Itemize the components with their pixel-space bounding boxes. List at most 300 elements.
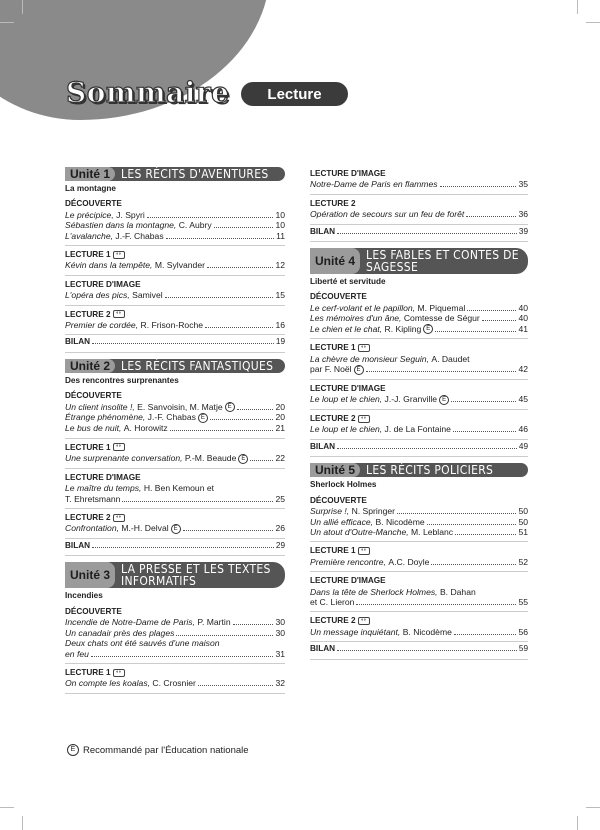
leader-dots [431, 564, 516, 565]
section-label-text: LECTURE 2 [65, 512, 111, 522]
toc-entry[interactable] [65, 320, 285, 330]
entry-author: et C. Lieron [310, 596, 355, 607]
divider [65, 334, 285, 335]
leader-dots [205, 327, 273, 328]
toc-entry[interactable] [310, 324, 528, 335]
leader-dots [210, 419, 274, 420]
toc-entry[interactable] [65, 231, 285, 241]
entry-title: Un message inquiétant, [310, 626, 401, 637]
toc-entry[interactable] [310, 506, 528, 516]
toc-entry[interactable] [310, 179, 528, 189]
entry-page: 25 [275, 493, 285, 504]
unit-title: LES RÉCITS D'AVENTURES [121, 167, 269, 181]
entry-label [65, 649, 89, 659]
leader-dots [337, 650, 517, 651]
section-label-text: DÉCOUVERTE [65, 199, 122, 209]
section-label-text: LECTURE 2 [65, 309, 111, 319]
toc-entry[interactable] [65, 260, 285, 270]
entry-title: Le loup et le chien, [310, 394, 383, 405]
entry-author: M. Piquemal [417, 302, 466, 313]
entry-label [310, 179, 438, 189]
entry-label [65, 260, 205, 270]
section-label [65, 668, 285, 678]
leader-dots [166, 238, 274, 239]
section-label [65, 391, 285, 401]
entry-title: Le précipice, [65, 209, 114, 220]
toc-entry[interactable] [65, 412, 285, 423]
e-recommended-icon: É [225, 402, 235, 412]
leader-dots [92, 343, 274, 344]
entry-author: B. Dahan [439, 586, 476, 597]
entry-page: 10 [275, 220, 285, 231]
entry-page: 32 [275, 678, 285, 689]
leader-dots [237, 409, 274, 410]
toc-entry[interactable] [310, 209, 528, 219]
e-recommended-icon: É [171, 524, 181, 534]
unit-header [310, 248, 528, 274]
leader-dots [183, 530, 274, 531]
divider [65, 305, 285, 306]
entry-page: 40 [518, 313, 528, 324]
section-label-text: DÉCOUVERTE [65, 606, 122, 616]
entry-title: Les mémoires d'un âne, [310, 313, 402, 324]
entry-label [310, 597, 354, 607]
entry-page: 35 [518, 179, 528, 190]
entry-title: Le loup et le chien, [310, 424, 383, 435]
section-label [65, 607, 285, 617]
entry-label [65, 638, 220, 648]
entry-title: Un canadair près des plages [65, 627, 175, 638]
entry-label [310, 209, 464, 219]
bilan-page: 49 [518, 441, 528, 451]
unit-tag: Unité 3 [65, 562, 115, 588]
toc-entry[interactable] [65, 494, 285, 504]
section-label [310, 496, 528, 506]
crop-mark [577, 816, 578, 830]
headphones-icon: ◖◗ [113, 443, 125, 451]
headphones-icon: ◖◗ [358, 344, 370, 352]
entry-author: H. Ben Kemoun et [143, 483, 215, 494]
entry-label [310, 364, 364, 375]
toc-entry[interactable] [310, 364, 528, 375]
leader-dots [337, 233, 517, 234]
section-label [310, 343, 528, 353]
toc-entry[interactable] [310, 303, 528, 313]
section-label-text: LECTURE 1 [310, 546, 356, 556]
section-label-text: LECTURE 1 [310, 343, 356, 353]
entry-label [65, 453, 248, 464]
unit-title: LES RÉCITS FANTASTIQUES [121, 358, 274, 373]
entry-author: J.-F. Chabas [115, 230, 164, 241]
entry-title: Opération de secours sur un feu de forêt [310, 209, 465, 220]
leader-dots [356, 604, 516, 605]
entry-author: A. Daudet [431, 353, 470, 364]
unit-tag: Unité 4 [310, 248, 360, 274]
unit-tag: Unité 2 [65, 359, 115, 373]
leader-dots [435, 331, 516, 332]
entry-page: 22 [275, 452, 285, 463]
entry-title: Le cerf-volant et le papillon, [310, 302, 416, 313]
entry-label [310, 303, 465, 313]
entry-title: en feu [65, 648, 89, 659]
crop-mark [22, 816, 23, 830]
entry-title: Un atout d'Outre-Manche, [310, 526, 409, 537]
toc-entry[interactable] [65, 628, 285, 638]
entry-label [65, 678, 196, 688]
unit-header [65, 167, 285, 181]
toc-entry[interactable] [310, 517, 528, 527]
entry-title: Le chien et le chat, [310, 323, 383, 334]
toc-entry[interactable] [310, 354, 528, 364]
entry-label [65, 483, 214, 493]
bilan-entry[interactable] [310, 644, 528, 654]
entry-title: Le maître du temps, [65, 483, 142, 494]
entry-page: 40 [518, 302, 528, 313]
bilan-entry[interactable] [310, 227, 528, 237]
entry-title: Kévin dans la tempête, [65, 260, 153, 271]
unit-theme: Liberté et servitude [310, 277, 386, 287]
entry-label [310, 517, 425, 527]
entry-page: 50 [518, 506, 528, 517]
entry-title: L'opéra des pics, [65, 290, 130, 301]
entry-title: La chèvre de monsieur Seguin, [310, 353, 429, 364]
divider [65, 538, 285, 539]
entry-page: 55 [518, 596, 528, 607]
headphones-icon: ◖◗ [358, 415, 370, 423]
entry-title: Première rencontre, [310, 556, 386, 567]
crop-mark [22, 0, 23, 14]
e-recommended-icon: É [67, 744, 79, 756]
bilan-page: 59 [518, 644, 528, 654]
section-pill: Lecture [241, 82, 348, 106]
leader-dots [482, 320, 517, 321]
toc-entry[interactable] [65, 483, 285, 493]
section-label [310, 576, 528, 586]
bilan-page: 19 [275, 337, 285, 347]
leader-dots [214, 227, 274, 228]
leader-dots [233, 624, 274, 625]
entry-author: M.-H. Delval [121, 523, 169, 534]
entry-page: 15 [275, 290, 285, 301]
footer-text: Recommandé par l'Éducation nationale [83, 744, 249, 756]
bilan-entry[interactable] [65, 541, 285, 551]
toc-entry[interactable] [310, 557, 528, 567]
leader-dots [455, 534, 516, 535]
entry-label [310, 587, 476, 597]
entry-author: R. Kipling [384, 323, 422, 334]
entry-author: M. Leblanc [411, 526, 454, 537]
entry-title: Sébastien dans la montagne, [65, 220, 177, 231]
toc-entry[interactable] [65, 523, 285, 534]
divider [65, 438, 285, 439]
unit-title: LES RÉCITS POLICIERS [366, 463, 494, 478]
entry-title: Notre-Dame de Paris en flammes [310, 179, 438, 190]
entry-title: Une surprenante conversation, [65, 452, 183, 463]
bilan-entry[interactable] [310, 442, 528, 452]
entry-title: Premier de cordée, [65, 320, 139, 331]
section-label [65, 280, 285, 290]
entry-title: Confrontation, [65, 523, 119, 534]
entry-label [65, 423, 168, 433]
leader-dots [147, 217, 274, 218]
entry-label [65, 231, 164, 241]
section-label-text: LECTURE D'IMAGE [310, 383, 386, 393]
section-label-text: LECTURE D'IMAGE [310, 169, 386, 178]
footer-note [65, 744, 249, 756]
section-label-text: DÉCOUVERTE [310, 495, 367, 505]
entry-label [65, 523, 181, 534]
entry-label [65, 220, 212, 230]
entry-page: 30 [275, 627, 285, 638]
leader-dots [198, 685, 274, 686]
entry-author: Samivel [132, 290, 163, 301]
entry-label [310, 557, 429, 567]
section-label [65, 250, 285, 260]
entry-label [65, 494, 120, 504]
unit-theme: Des rencontres surprenantes [65, 375, 179, 385]
section-label [310, 199, 528, 209]
unit-tag: Unité 1 [65, 167, 115, 181]
toc-entry[interactable] [65, 423, 285, 433]
entry-page: 52 [518, 556, 528, 567]
entry-page: 20 [275, 401, 285, 412]
entry-page: 56 [518, 626, 528, 637]
bilan-label: BILAN [65, 541, 91, 551]
section-label-text: LECTURE 2 [310, 616, 356, 626]
entry-title: Surprise !, [310, 506, 350, 517]
entry-author: T. Ehretsmann [65, 493, 121, 504]
divider [310, 194, 528, 195]
toc-entry[interactable] [310, 313, 528, 323]
entry-page: 11 [276, 230, 285, 241]
section-label [65, 473, 285, 483]
entry-page: 20 [275, 412, 285, 423]
section-label [310, 616, 528, 626]
leader-dots [467, 310, 516, 311]
section-label [65, 513, 285, 523]
leader-dots [453, 431, 516, 432]
toc-entry[interactable] [310, 527, 528, 537]
bilan-label: BILAN [65, 337, 91, 347]
entry-author: par F. Noël [310, 364, 352, 375]
bilan-label: BILAN [310, 226, 336, 236]
toc-entry[interactable] [65, 220, 285, 230]
divider [310, 224, 528, 225]
section-label-text: LECTURE D'IMAGE [310, 576, 386, 586]
entry-page: 42 [518, 364, 528, 375]
unit-title: LA PRESSE ET LES TEXTES INFORMATIFS [121, 562, 271, 589]
crop-mark [586, 22, 600, 23]
unit-header [65, 562, 285, 588]
entry-page: 50 [518, 516, 528, 527]
entry-author: E. Sanvoisin, M. Matje [137, 401, 223, 412]
entry-title: Un allié efficace, [310, 516, 374, 527]
divider [65, 663, 285, 664]
entry-label [65, 617, 231, 627]
bilan-label: BILAN [310, 441, 336, 451]
headphones-icon: ◖◗ [358, 547, 370, 555]
entry-label [310, 527, 453, 537]
toc-entry[interactable] [65, 290, 285, 300]
divider [310, 641, 528, 642]
leader-dots [397, 513, 516, 514]
entry-label [65, 210, 145, 220]
entry-author: M. Sylvander [154, 260, 205, 271]
page-title: Sommaire [66, 76, 230, 109]
section-label-text: LECTURE 1 [65, 442, 111, 452]
toc-entry[interactable] [65, 638, 285, 648]
entry-author: N. Springer [351, 506, 396, 517]
leader-dots [165, 297, 274, 298]
section-label-text: LECTURE 2 [310, 198, 356, 208]
entry-label [65, 320, 203, 330]
headphones-icon: ◖◗ [358, 617, 370, 625]
headphones-icon: ◖◗ [113, 669, 125, 677]
crop-mark [586, 807, 600, 808]
unit-header [65, 359, 285, 373]
entry-page: 31 [275, 648, 285, 659]
entry-title: L'avalanche, [65, 230, 113, 241]
leader-dots [122, 501, 273, 502]
toc-entry[interactable] [65, 678, 285, 688]
leader-dots [207, 267, 273, 268]
e-recommended-icon: É [238, 454, 248, 464]
leader-dots [440, 186, 517, 187]
section-label [310, 169, 528, 179]
entry-label [65, 290, 163, 300]
entry-title: Incendie de Notre-Dame de Paris, [65, 617, 195, 628]
entry-label [310, 424, 451, 434]
section-label-text: DÉCOUVERTE [310, 292, 367, 302]
leader-dots [454, 634, 517, 635]
toc-entry[interactable] [310, 424, 528, 434]
entry-page: 36 [518, 209, 528, 220]
bilan-entry[interactable] [65, 337, 285, 347]
entry-label [65, 628, 174, 638]
toc-entry[interactable] [65, 210, 285, 220]
e-recommended-icon: É [423, 324, 433, 334]
entry-page: 12 [275, 260, 285, 271]
entry-label [310, 324, 433, 335]
entry-author: C. Crosnier [152, 678, 196, 689]
divider [310, 409, 528, 410]
divider [310, 379, 528, 380]
unit-tag: Unité 5 [310, 463, 360, 477]
entry-page: 26 [275, 523, 285, 534]
entry-label [310, 313, 480, 323]
entry-author: J.-J. Granville [384, 394, 438, 405]
toc-entry[interactable] [310, 597, 528, 607]
entry-page: 16 [275, 320, 285, 331]
crop-mark [577, 0, 578, 14]
unit-theme: Sherlock Holmes [310, 480, 377, 490]
toc-entry[interactable] [65, 649, 285, 659]
unit-theme: Incendies [65, 591, 103, 601]
divider [310, 338, 528, 339]
entry-title: Deux chats ont été sauvés d'une maison [65, 638, 220, 649]
divider [310, 611, 528, 612]
entry-label [310, 627, 452, 637]
entry-page: 51 [518, 526, 528, 537]
section-label-text: LECTURE 1 [65, 250, 111, 260]
divider [65, 508, 285, 509]
entry-label [310, 354, 470, 364]
entry-author: B. Nicodème [375, 516, 425, 527]
entry-title: On compte les koalas, [65, 678, 151, 689]
leader-dots [337, 448, 517, 449]
section-label-text: LECTURE 1 [65, 667, 111, 677]
unit-theme: La montagne [65, 184, 116, 193]
leader-dots [250, 460, 273, 461]
section-label-text: DÉCOUVERTE [65, 391, 122, 401]
entry-page: 21 [275, 423, 285, 434]
section-label [65, 199, 285, 209]
toc-entry[interactable] [310, 587, 528, 597]
entry-title: Un client insolite !, [65, 401, 135, 412]
toc-column-left [65, 167, 285, 700]
section-label-text: LECTURE 2 [310, 414, 356, 424]
headphones-icon: ◖◗ [113, 310, 125, 318]
divider [65, 275, 285, 276]
e-recommended-icon: É [354, 365, 364, 375]
divider [310, 571, 528, 572]
leader-dots [451, 401, 516, 402]
section-label [310, 384, 528, 394]
entry-page: 41 [518, 323, 528, 334]
divider [310, 541, 528, 542]
leader-dots [91, 656, 274, 657]
entry-page: 10 [275, 209, 285, 220]
headphones-icon: ◖◗ [113, 514, 125, 522]
divider [65, 468, 285, 469]
entry-author: J.-F. Chabas [147, 412, 196, 423]
entry-author: P. Martin [197, 617, 231, 628]
entry-author: J. Spyri [116, 209, 145, 220]
toc-entry[interactable] [310, 394, 528, 405]
entry-label [65, 402, 235, 413]
toc-column-right [310, 165, 528, 666]
entry-page: 30 [275, 617, 285, 628]
section-label-text: LECTURE D'IMAGE [65, 279, 141, 289]
unit-title: LES FABLES ET CONTES DE SAGESSE [366, 248, 519, 275]
section-label [65, 443, 285, 453]
section-label [310, 546, 528, 556]
entry-page: 46 [518, 424, 528, 435]
crop-mark [0, 807, 14, 808]
toc-entry[interactable] [310, 627, 528, 637]
toc-entry[interactable] [65, 402, 285, 413]
entry-author: A. Horowitz [123, 423, 168, 434]
entry-author: P.-M. Beaude [184, 452, 237, 463]
entry-page: 45 [518, 394, 528, 405]
toc-entry[interactable] [65, 453, 285, 464]
toc-entry[interactable] [65, 617, 285, 627]
divider [65, 245, 285, 246]
bilan-page: 29 [275, 541, 285, 551]
entry-author: C. Aubry [178, 220, 212, 231]
crop-mark [0, 22, 14, 23]
entry-author: B. Nicodème [402, 626, 452, 637]
entry-author: J. de La Fontaine [384, 424, 451, 435]
divider [310, 439, 528, 440]
leader-dots [466, 216, 516, 217]
entry-author: R. Frison-Roche [140, 320, 204, 331]
leader-dots [427, 524, 517, 525]
leader-dots [366, 371, 517, 372]
leader-dots [176, 635, 273, 636]
unit-header [310, 463, 528, 477]
leader-dots [92, 547, 274, 548]
